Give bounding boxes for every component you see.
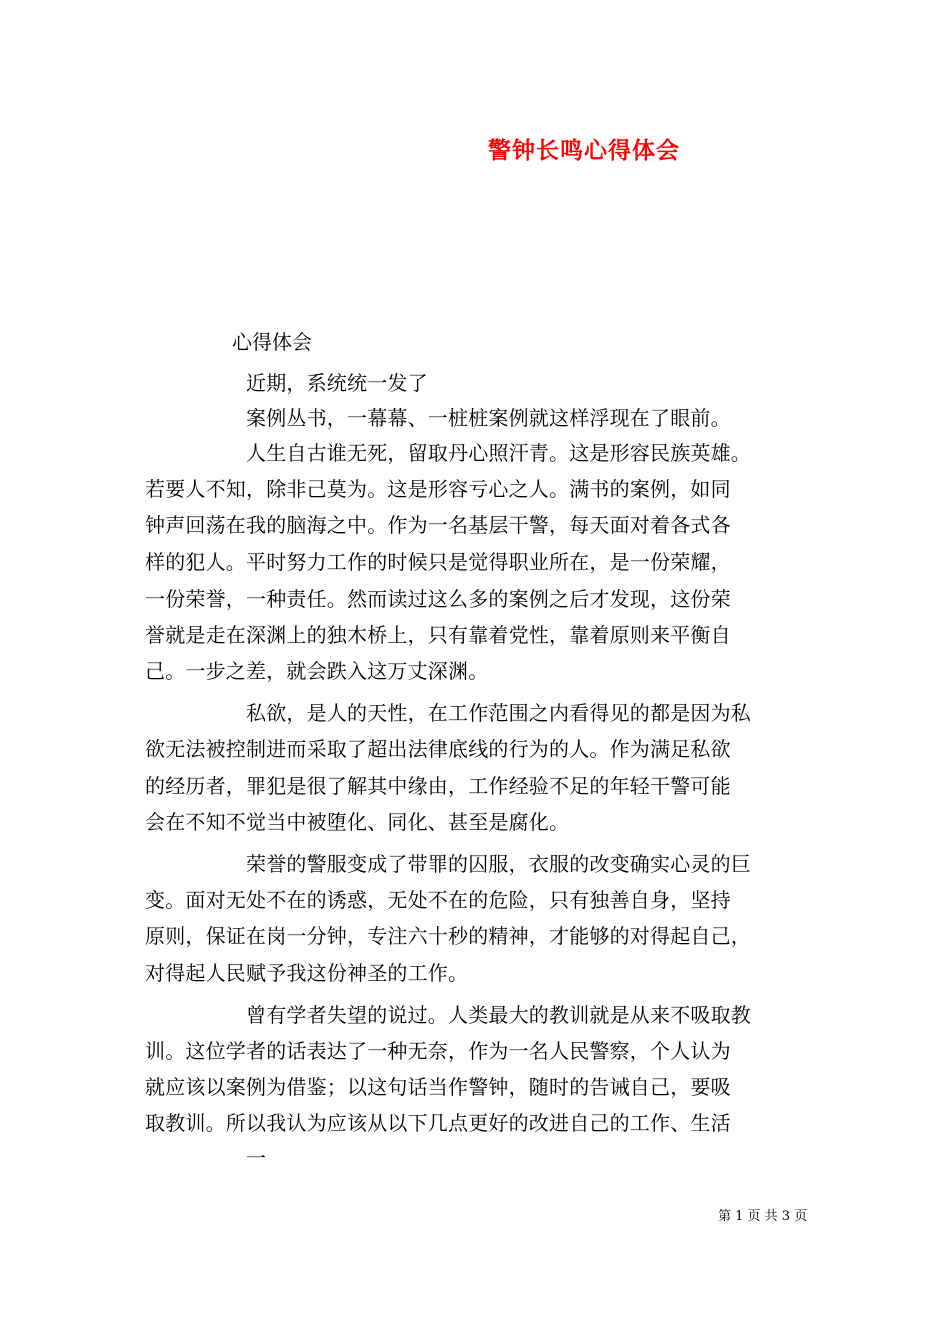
page-number: 第 1 页 共 3 页 — [718, 1209, 808, 1224]
paragraph-line: 一份荣誉，一种责任。然而读过这么多的案例之后才发现，这份荣 — [145, 587, 731, 611]
paragraph-line: 欲无法被控制进而采取了超出法律底线的行为的人。作为满足私欲 — [145, 737, 731, 761]
paragraph-line: 就应该以案例为借鉴；以这句话当作警钟，随时的告诫自己，要吸 — [145, 1075, 731, 1099]
paragraph-line: 的经历者，罪犯是很了解其中缘由，工作经验不足的年轻干警可能 — [145, 774, 731, 798]
paragraph-line: 私欲，是人的天性，在工作范围之内看得见的都是因为私 — [246, 701, 751, 725]
paragraph-line: 誉就是走在深渊上的独木桥上，只有靠着党性，靠着原则来平衡自 — [145, 623, 731, 647]
document-title: 警钟长鸣心得体会 — [488, 137, 680, 164]
paragraph-line: 己。一步之差，就会跌入这万丈深渊。 — [145, 659, 489, 683]
paragraph-line: 案例丛书，一幕幕、一桩桩案例就这样浮现在了眼前。 — [246, 406, 731, 430]
paragraph-line: 对得起人民赋予我这份神圣的工作。 — [145, 961, 469, 985]
paragraph-line: 钟声回荡在我的脑海之中。作为一名基层干警，每天面对着各式各 — [145, 513, 731, 537]
paragraph-line: 若要人不知，除非己莫为。这是形容亏心之人。满书的案例，如同 — [145, 477, 731, 501]
paragraph-line: 样的犯人。平时努力工作的时候只是觉得职业所在，是一份荣耀， — [145, 550, 731, 574]
paragraph-line: 训。这位学者的话表达了一种无奈，作为一名人民警察，个人认为 — [145, 1039, 731, 1063]
paragraph-line: 取教训。所以我认为应该从以下几点更好的改进自己的工作、生活 — [145, 1111, 731, 1135]
paragraph-line: 荣誉的警服变成了带罪的囚服，衣服的改变确实心灵的巨 — [246, 852, 751, 876]
paragraph-line: 原则，保证在岗一分钟，专注六十秒的精神，才能够的对得起自己， — [145, 924, 751, 948]
paragraph-line: 近期，系统统一发了 — [246, 371, 428, 395]
section-heading: 心得体会 — [232, 330, 312, 354]
paragraph-line: 变。面对无处不在的诱惑，无处不在的危险，只有独善自身，坚持 — [145, 888, 731, 912]
paragraph-line: 一 — [246, 1146, 267, 1170]
paragraph-line: 人生自古谁无死，留取丹心照汗青。这是形容民族英雄。 — [246, 441, 751, 465]
paragraph-line: 会在不知不觉当中被堕化、同化、甚至是腐化。 — [145, 810, 570, 834]
paragraph-line: 曾有学者失望的说过。人类最大的教训就是从来不吸取教 — [246, 1003, 751, 1027]
